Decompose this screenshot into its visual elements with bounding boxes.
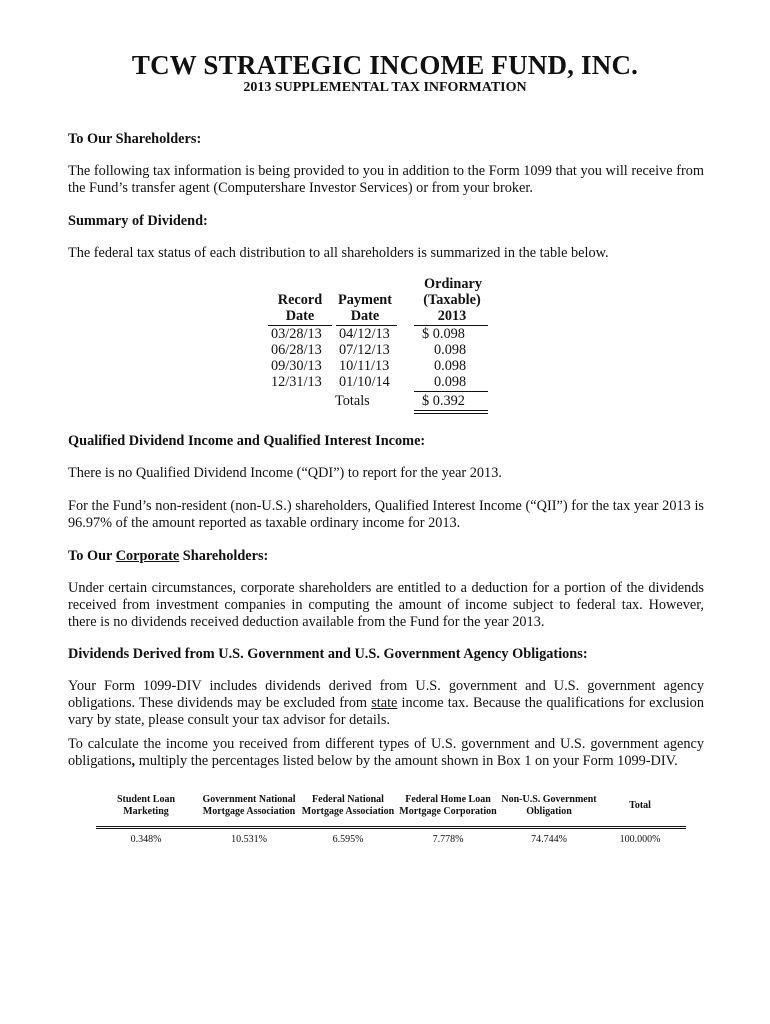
govt-col-6-value: 100.000% (619, 834, 661, 845)
govt-heading: Dividends Derived from U.S. Government and U.S. Government Agency Obligations: (68, 646, 588, 662)
row-4-amount: 0.098 (434, 374, 467, 390)
row-4-payment: 01/10/14 (339, 374, 390, 390)
govt-col-6-header: Total (629, 800, 651, 811)
row-1-amount: $ 0.098 (422, 326, 465, 342)
ordinary-header-line2: (Taxable) (423, 292, 481, 308)
govt-col-4-header-line2: Mortgage Corporation (399, 806, 497, 817)
govt-col-1-header-line1: Student Loan (116, 794, 176, 805)
qdi-heading: Qualified Dividend Income and Qualified Interest Income: (68, 433, 426, 449)
govt-col-2-header (196, 794, 302, 818)
corporate-heading-pre: To Our (68, 548, 116, 564)
govt-col-5-value: 74.744% (531, 834, 567, 845)
govt-table-rule-1 (96, 826, 686, 827)
qdi-paragraph: There is no Qualified Dividend Income (“QDI”) to report for the year 2013. (68, 465, 502, 481)
govt-paragraph-2-bold: , (131, 753, 136, 769)
row-1-payment: 04/12/13 (339, 326, 390, 342)
govt-paragraph-1-post: income tax. Because the qualifications for exclusion vary by state, please consult your tax advisor for details. (68, 695, 704, 728)
row-3-record: 09/30/13 (271, 358, 322, 374)
corporate-paragraph: Under certain circumstances, corporate shareholders are entitled to a deduction for a portion of the dividends received from investment companies in computing the amount of income subject to federal tax. However, there is no dividends received deduction available from the Fund for the year 2013. (68, 580, 704, 630)
summary-heading: Summary of Dividend: (68, 213, 208, 229)
totals-value: $ 0.392 (422, 393, 465, 409)
govt-col-5-header (497, 794, 601, 818)
govt-col-4-header-line1: Federal Home Loan (405, 794, 491, 805)
shareholders-heading: To Our Shareholders: (68, 131, 202, 147)
govt-col-2-header-line2: Mortgage Association (202, 806, 296, 817)
row-4-record: 12/31/13 (271, 374, 322, 390)
ordinary-header-line1: Ordinary (424, 276, 482, 292)
govt-paragraph-1-pre: Your Form 1099-DIV includes dividends derived from U.S. government and U.S. government agency obligations. These dividends may be excluded from (68, 678, 704, 711)
corporate-heading (68, 548, 704, 565)
qii-paragraph: For the Fund’s non-resident (non-U.S.) shareholders, Qualified Interest Income (“QII”) for the tax year 2013 is 96.97% of the amount reported as taxable ordinary income for 2013. (68, 498, 704, 531)
payment-header-line2: Date (350, 308, 380, 324)
corporate-heading-underlined: Corporate (115, 548, 180, 564)
govt-col-2-header-line1: Government National (202, 794, 296, 805)
payment-header-line1: Payment (338, 292, 392, 308)
totals-rule-bottom-1 (414, 410, 488, 411)
corporate-heading-post: Shareholders: (179, 548, 269, 564)
govt-paragraph-1-underlined: state (371, 695, 398, 711)
govt-col-5-header-line1: Non-U.S. Government (501, 794, 597, 805)
row-2-amount: 0.098 (434, 342, 467, 358)
page-subtitle: 2013 SUPPLEMENTAL TAX INFORMATION (243, 80, 527, 95)
govt-paragraph-1 (68, 678, 704, 729)
govt-col-3-header-line2: Mortgage Association (301, 806, 395, 817)
row-3-amount: 0.098 (434, 358, 467, 374)
govt-col-1-header-line2: Marketing (123, 806, 169, 817)
shareholders-paragraph: The following tax information is being provided to you in addition to the Form 1099 that you will receive from the Fund’s transfer agent (Computershare Investor Services) or from your broker. (68, 163, 704, 196)
govt-col-4-value: 7.778% (432, 834, 464, 845)
govt-col-3-header-line1: Federal National (312, 794, 384, 805)
totals-rule-bottom-2 (414, 413, 488, 414)
govt-paragraph-2-pre: To calculate the income you received from different types of U.S. government and U.S. government agency obligations (68, 736, 704, 769)
row-3-payment: 10/11/13 (339, 358, 390, 374)
govt-col-2-value: 10.531% (231, 834, 267, 845)
totals-label: Totals (335, 393, 370, 409)
row-2-payment: 07/12/13 (339, 342, 390, 358)
record-header-line2: Date (285, 308, 315, 324)
govt-col-3-value: 6.595% (332, 834, 364, 845)
govt-col-4-header (396, 794, 500, 818)
govt-col-1-header (98, 794, 194, 818)
page-title: TCW STRATEGIC INCOME FUND, INC. (131, 50, 639, 80)
totals-rule-top (414, 391, 488, 392)
govt-paragraph-2 (68, 736, 704, 770)
row-2-record: 06/28/13 (271, 342, 322, 358)
summary-paragraph: The federal tax status of each distribution to all shareholders is summarized in the table below. (68, 245, 609, 261)
record-header-line1: Record (277, 292, 323, 308)
row-1-record: 03/28/13 (271, 326, 322, 342)
govt-table-rule-2 (96, 828, 686, 829)
govt-col-3-header (300, 794, 396, 818)
govt-col-1-value: 0.348% (130, 834, 162, 845)
govt-col-5-header-line2: Obligation (526, 806, 572, 817)
govt-paragraph-2-post: multiply the percentages listed below by the amount shown in Box 1 on your Form 1099-DIV. (135, 753, 678, 769)
ordinary-header-line3: 2013 (437, 308, 467, 324)
